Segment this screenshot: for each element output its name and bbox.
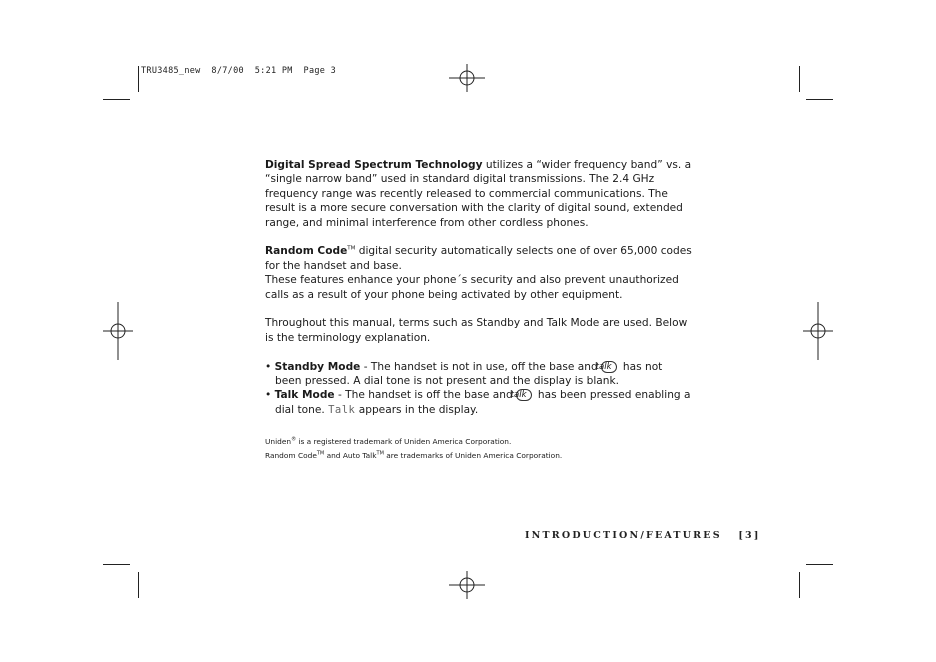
bullet: • [265, 389, 275, 402]
standby-mode-item: • Standby Mode - The handset is not in use, off the base andtalk has not been pressed. A dial tone is not present and the display is blank. [265, 360, 663, 388]
trademark-symbol: TM [347, 245, 356, 252]
talk-key-icon: talk [601, 361, 617, 373]
section-title: INTRODUCTION/FEATURES [525, 530, 722, 541]
page-footer [525, 530, 761, 541]
random-code-paragraph: Random Code™ digital security automatically selects one of over 65,000 codes for the handset and base. These features enhance your phone´s security and also prevent unauthorized calls as a result of your phone being activated by other equipment. [265, 245, 692, 301]
registration-mark-top [449, 64, 485, 92]
dsst-term: Digital Spread Spectrum Technology [265, 159, 483, 171]
page-body [265, 158, 710, 417]
registration-mark-left [103, 302, 133, 360]
registration-mark-bottom [449, 571, 485, 599]
random-code-trademark-note: Random Code™ and Auto Talk™ are trademarks of Uniden America Corporation. [265, 450, 563, 460]
random-code-term: Random Code [265, 245, 348, 258]
registration-mark-right [803, 302, 833, 360]
uniden-trademark-note: Uniden® is a registered trademark of Uniden America Corporation. [265, 436, 512, 446]
lcd-display-text: Talk [328, 403, 356, 416]
terminology-intro-paragraph: Throughout this manual, terms such as Standby and Talk Mode are used. Below is the terminology explanation. [265, 317, 688, 344]
print-slug: TRU3485_new 8/7/00 5:21 PM Page 3 [141, 66, 337, 76]
trademark-footnotes [265, 435, 735, 463]
dsst-paragraph: Digital Spread Spectrum Technology utilizes a “wider frequency band” vs. a “single narrow band” used in standard digital transmissions. The 2.4 GHz frequency range was recently released to commercial communications. The result is a more secure conversation with the clarity of digital sound, extended range, and minimal interference from other cordless phones. [265, 159, 692, 229]
page-number: [3] [738, 530, 761, 541]
talk-key-icon: talk [516, 389, 532, 401]
talk-mode-term: Talk Mode [274, 389, 335, 402]
bullet: • [265, 360, 275, 373]
standby-mode-term: Standby Mode [274, 360, 361, 373]
talk-mode-item: • Talk Mode - The handset is off the base andtalk has been pressed enabling a dial tone. Talk appears in the display. [265, 389, 691, 416]
